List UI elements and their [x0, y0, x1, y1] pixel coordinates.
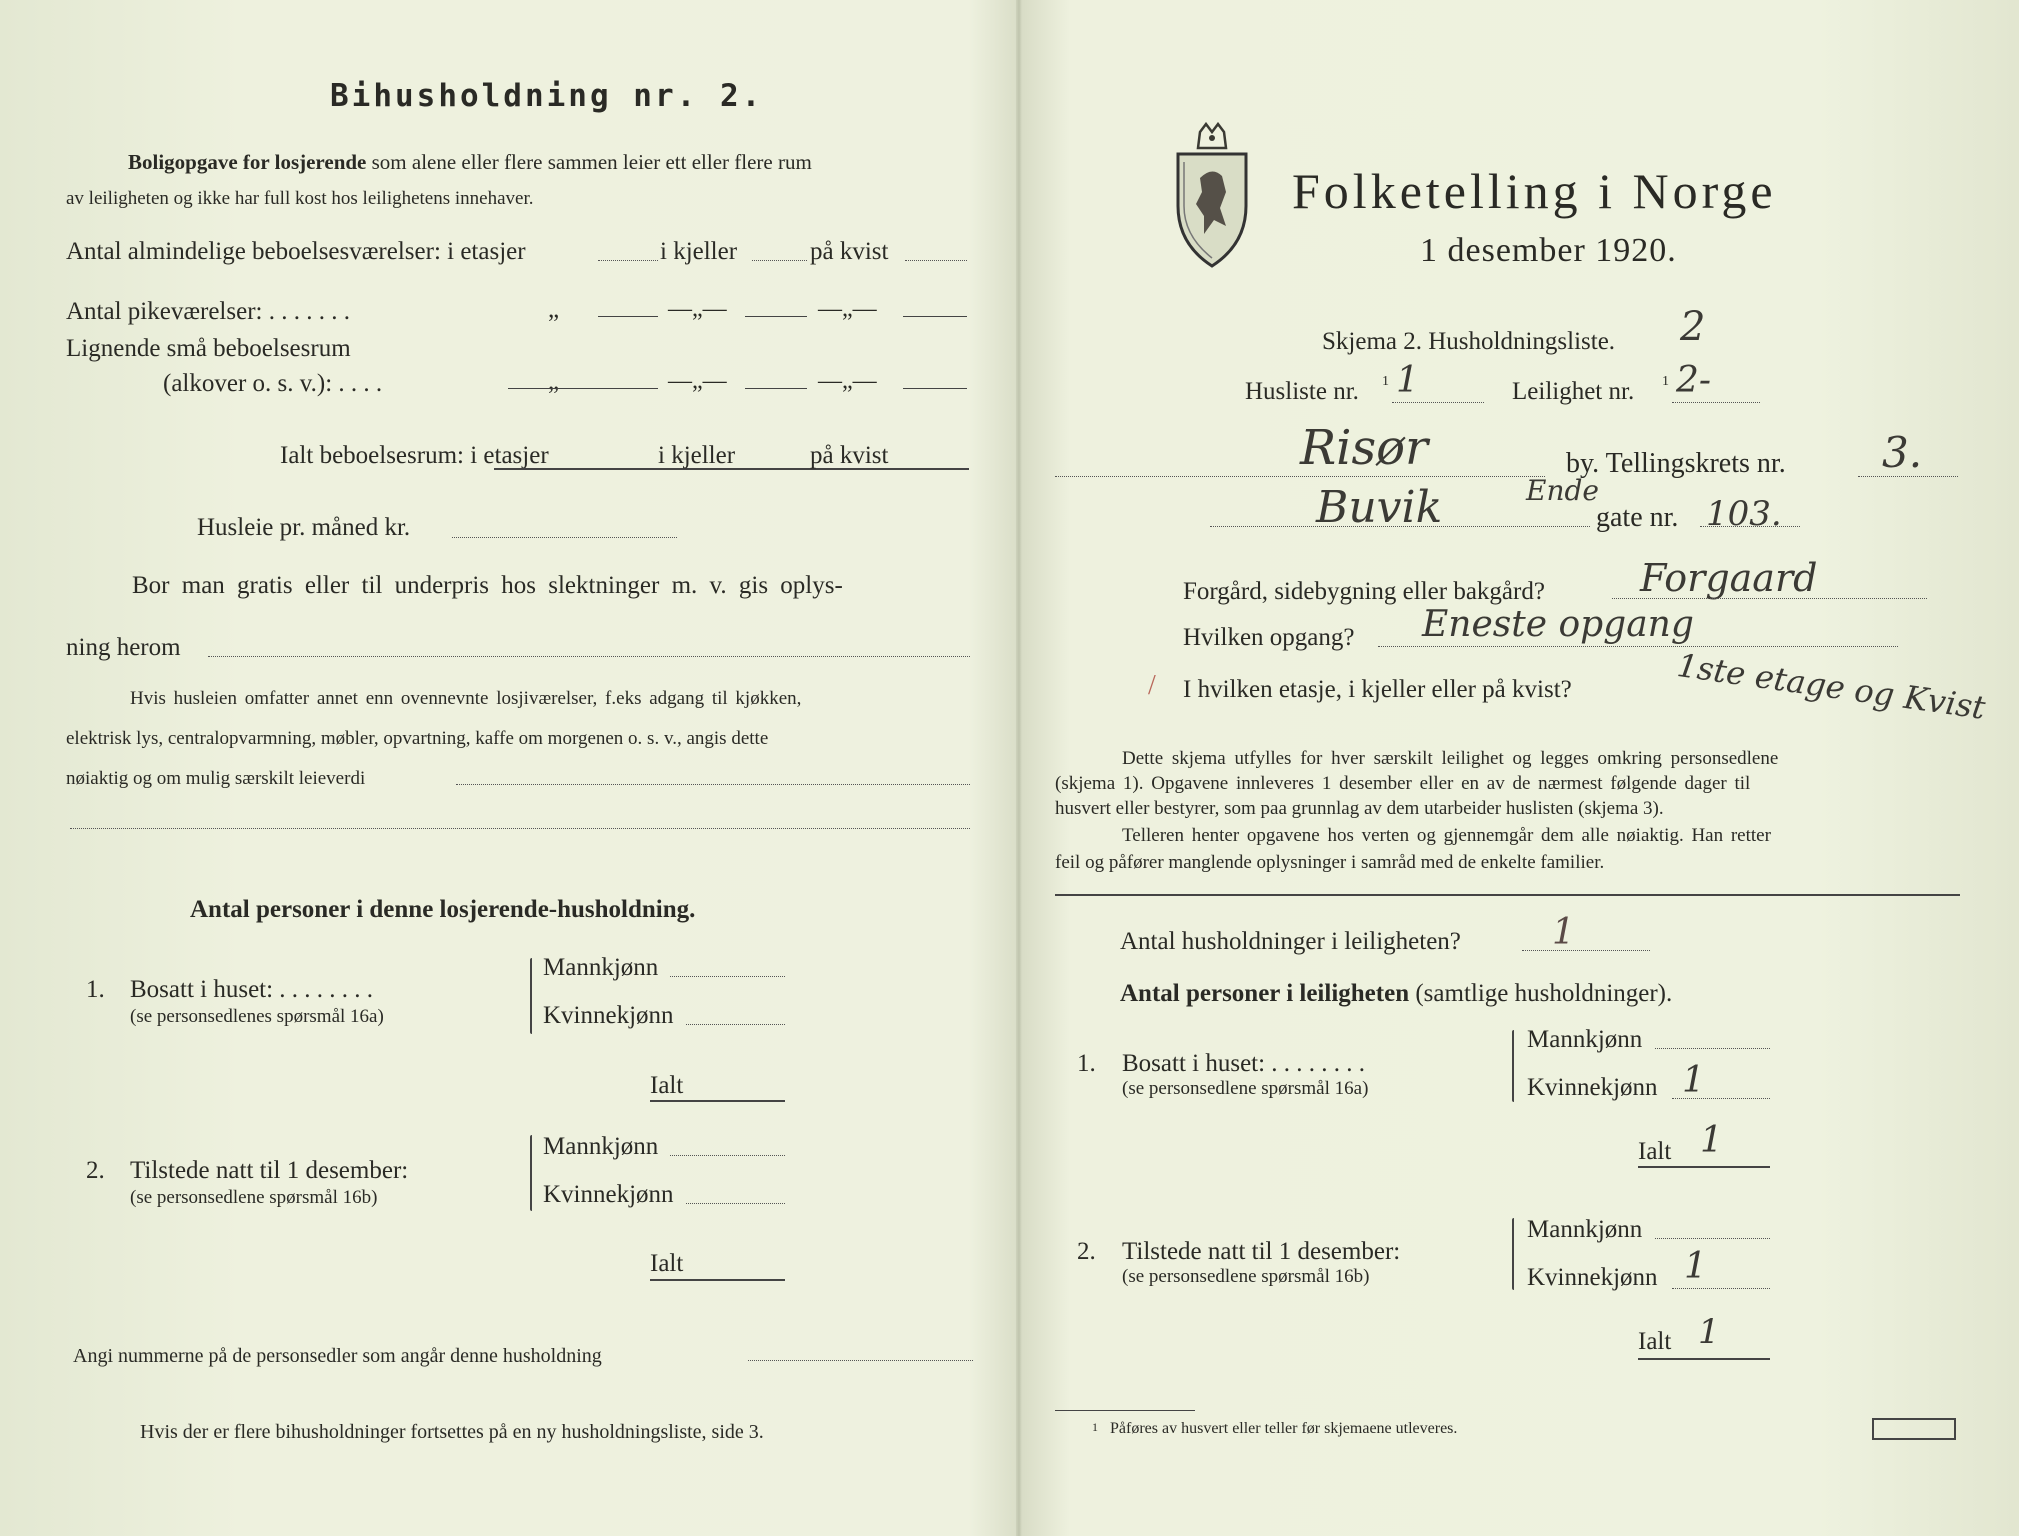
right-bosatt-ialt-field	[1638, 1166, 1770, 1168]
left-bosatt-ialt-field[interactable]	[650, 1100, 785, 1102]
pikevaerelser-label: Antal pikeværelser: . . . . . . .	[66, 298, 350, 325]
right-bosatt-kvinne-value[interactable]: 1	[1682, 1060, 1705, 1101]
husleie-field[interactable]	[452, 537, 677, 538]
lignende-label: Lignende små beboelsesrum	[66, 335, 351, 362]
etasje-check-mark: /	[1148, 670, 1156, 701]
info-line-3: husvert eller bestyrer, som paa grunnlag av dem utarbeider huslisten (skjema 3).	[1055, 798, 1664, 819]
kvist-field[interactable]	[905, 260, 967, 261]
footnote-number: 1	[1092, 1420, 1098, 1434]
footnote-divider	[1055, 1410, 1195, 1411]
printer-stamp-icon	[1872, 1418, 1956, 1440]
ialt-kjeller-label: i kjeller	[658, 442, 736, 469]
hvis-line-1: Hvis husleien omfatter annet enn ovennevnte losjiværelser, f.eks adgang til kjøkken,	[130, 688, 802, 709]
gratis-line-1: Bor man gratis eller til underpris hos slektninger m. v. gis oplys-	[132, 572, 843, 599]
antal-alm-label: Antal almindelige beboelsesværelser: i etasjer	[66, 238, 526, 265]
husliste-footnote-mark: 1	[1382, 374, 1389, 389]
left-bosatt-num: 1.	[86, 976, 105, 1003]
left-tilstede-ialt-label: Ialt	[650, 1250, 684, 1277]
left-tilstede-kvinne-label: Kvinnekjønn	[543, 1181, 674, 1208]
opgang-value[interactable]: Eneste opgang	[1422, 604, 1694, 645]
gate-value-2[interactable]: Ende	[1526, 474, 1599, 507]
gate-number[interactable]: 103.	[1706, 494, 1782, 534]
left-bosatt-brace	[530, 958, 532, 1034]
hvis-line-3: nøiaktig og om mulig særskilt leieverdi	[66, 768, 366, 789]
kjeller-field[interactable]	[752, 260, 807, 261]
left-bosatt-kvinne-field[interactable]	[686, 1024, 785, 1025]
opgang-label: Hvilken opgang?	[1183, 624, 1355, 651]
left-tilstede-sub: (se personsedlene spørsmål 16b)	[130, 1187, 378, 1208]
right-bosatt-ialt-value[interactable]: 1	[1700, 1120, 1723, 1161]
husleie-label: Husleie pr. måned kr.	[197, 514, 411, 541]
antal-pers-heading: Antal personer i leiligheten (samtlige husholdninger).	[1120, 980, 1673, 1007]
left-bosatt-ialt-label: Ialt	[650, 1072, 684, 1099]
husliste-number[interactable]: 1	[1396, 360, 1419, 401]
intro-line-1: Boligopgave for losjerende som alene eller flere sammen leier ett eller flere rum	[128, 150, 812, 174]
alk-ditto-3: —„—	[818, 368, 877, 394]
husholdningsliste-number[interactable]: 2	[1680, 304, 1706, 350]
right-tilstede-ialt-field	[1638, 1358, 1770, 1360]
right-bosatt-brace	[1512, 1030, 1514, 1102]
husliste-label: Husliste nr.	[1245, 378, 1359, 405]
norway-coat-of-arms-icon	[1170, 122, 1254, 270]
etasjer-field[interactable]	[598, 260, 658, 261]
skjema-label: Skjema 2. Husholdningsliste.	[1322, 328, 1616, 355]
info-divider	[1055, 894, 1960, 896]
right-bosatt-kvinne-field	[1672, 1098, 1770, 1099]
left-bosatt-mann-field[interactable]	[670, 976, 785, 977]
pike-ditto-2: —„—	[668, 296, 727, 322]
by-field	[1055, 476, 1545, 477]
ialt-kvist-label: på kvist	[810, 442, 889, 469]
right-tilstede-ialt-label: Ialt	[1638, 1328, 1672, 1355]
right-tilstede-kvinne-field	[1672, 1288, 1770, 1289]
pike-ditto: „	[548, 296, 560, 323]
forgaard-field	[1612, 598, 1927, 599]
by-tellingskrets-label: by. Tellingskrets nr.	[1566, 448, 1786, 479]
right-bosatt-mann-field[interactable]	[1655, 1048, 1770, 1049]
left-tilstede-brace	[530, 1135, 532, 1211]
left-bosatt-mann-label: Mannkjønn	[543, 954, 659, 981]
info-line-1: Dette skjema utfylles for hver særskilt leilighet og legges omkring personsedlene	[1122, 748, 1779, 769]
intro-line-2: av leiligheten og ikke har full kost hos leilighetens innehaver.	[66, 188, 534, 209]
left-tilstede-ialt-field[interactable]	[650, 1279, 785, 1281]
alk-etasjer-field[interactable]	[508, 388, 658, 389]
antal-hush-label: Antal husholdninger i leiligheten?	[1120, 928, 1461, 955]
antal-personer-heading: Antal personer i denne losjerende-husholdning.	[190, 896, 696, 923]
alk-kvist-field[interactable]	[903, 388, 967, 389]
pike-kjeller-field[interactable]	[745, 316, 807, 317]
right-tilstede-mann-label: Mannkjønn	[1527, 1216, 1643, 1243]
right-bosatt-label: Bosatt i huset: . . . . . . . .	[1122, 1050, 1366, 1077]
angi-label: Angi nummerne på de personsedler som angår denne husholdning	[73, 1345, 602, 1367]
right-bosatt-mann-label: Mannkjønn	[1527, 1026, 1643, 1053]
alkover-label: (alkover o. s. v.): . . . .	[163, 370, 383, 397]
right-tilstede-label: Tilstede natt til 1 desember:	[1122, 1238, 1401, 1265]
alk-ditto-2: —„—	[668, 368, 727, 394]
left-tilstede-num: 2.	[86, 1157, 105, 1184]
gate-field	[1210, 526, 1590, 527]
right-tilstede-mann-field[interactable]	[1655, 1238, 1770, 1239]
leieverdi-field-2[interactable]	[70, 828, 970, 829]
right-title: Folketelling i Norge	[1292, 163, 1777, 219]
left-title: Bihusholdning nr. 2.	[330, 78, 764, 114]
leilighet-field	[1672, 402, 1760, 403]
left-tilstede-label: Tilstede natt til 1 desember:	[130, 1157, 409, 1184]
left-bosatt-kvinne-label: Kvinnekjønn	[543, 1002, 674, 1029]
etasje-label: I hvilken etasje, i kjeller eller på kvist?	[1183, 676, 1572, 703]
leilighet-label: Leilighet nr.	[1512, 378, 1635, 405]
gatenr-field	[1700, 526, 1800, 527]
left-tilstede-kvinne-field[interactable]	[686, 1203, 785, 1204]
kvist-label: på kvist	[810, 238, 889, 265]
page-fold	[1016, 0, 1022, 1536]
left-bosatt-sub: (se personsedlenes spørsmål 16a)	[130, 1006, 384, 1027]
opgang-field	[1378, 646, 1898, 647]
leieverdi-field[interactable]	[456, 784, 970, 785]
right-tilstede-kvinne-label: Kvinnekjønn	[1527, 1264, 1658, 1291]
by-value[interactable]: Risør	[1300, 420, 1428, 476]
angi-field[interactable]	[748, 1360, 973, 1361]
info-line-2: (skjema 1). Opgavene innleveres 1 desember eller en av de nærmest følgende dager til	[1055, 773, 1751, 794]
right-tilstede-ialt-value[interactable]: 1	[1698, 1312, 1720, 1352]
alk-kjeller-field[interactable]	[745, 388, 807, 389]
left-tilstede-mann-label: Mannkjønn	[543, 1133, 659, 1160]
right-tilstede-sub: (se personsedlene spørsmål 16b)	[1122, 1266, 1370, 1287]
leilighet-footnote-mark: 1	[1662, 374, 1669, 389]
leilighet-number[interactable]: 2-	[1676, 360, 1712, 401]
etasje-value[interactable]: 1ste etage og Kvist	[1674, 646, 1988, 727]
antal-hush-value[interactable]: 1	[1552, 912, 1575, 953]
tellingskrets-number[interactable]: 3.	[1882, 428, 1923, 477]
gratis-field[interactable]	[208, 656, 970, 657]
pike-ditto-3: —„—	[818, 296, 877, 322]
pike-etasjer-field[interactable]	[598, 316, 658, 317]
right-tilstede-brace	[1512, 1218, 1514, 1290]
right-bosatt-sub: (se personsedlene spørsmål 16a)	[1122, 1078, 1369, 1099]
info-line-4: Telleren henter opgavene hos verten og gjennemgår dem alle nøiaktig. Han retter	[1122, 825, 1771, 846]
right-bosatt-ialt-label: Ialt	[1638, 1138, 1672, 1165]
hvis-line-2: elektrisk lys, centralopvarmning, møbler, opvartning, kaffe om morgenen o. s. v., angis dette	[66, 728, 769, 749]
right-date: 1 desember 1920.	[1420, 232, 1677, 269]
left-bosatt-label: Bosatt i huset: . . . . . . . .	[130, 976, 374, 1003]
pike-kvist-field[interactable]	[903, 316, 967, 317]
right-bosatt-kvinne-label: Kvinnekjønn	[1527, 1074, 1658, 1101]
footnote-text: Påføres av husvert eller teller før skjemaene utleveres.	[1110, 1420, 1458, 1437]
antal-hush-field	[1522, 950, 1650, 951]
ialt-rum-label: Ialt beboelsesrum: i etasjer	[280, 442, 549, 469]
forgaard-value[interactable]: Forgaard	[1640, 556, 1818, 600]
flere-note: Hvis der er flere bihusholdninger fortsettes på en ny husholdningsliste, side 3.	[140, 1421, 764, 1443]
gate-value[interactable]: Buvik	[1316, 482, 1443, 533]
gate-label: gate nr.	[1596, 502, 1679, 533]
info-line-5: feil og påfører manglende oplysninger i samråd med de enkelte familier.	[1055, 852, 1605, 873]
kjeller-label: i kjeller	[660, 238, 738, 265]
forgaard-label: Forgård, sidebygning eller bakgård?	[1183, 578, 1545, 605]
left-tilstede-mann-field[interactable]	[670, 1155, 785, 1156]
right-tilstede-num: 2.	[1077, 1238, 1096, 1265]
right-tilstede-kvinne-value[interactable]: 1	[1684, 1246, 1707, 1287]
tellingskrets-field	[1858, 476, 1958, 477]
husliste-field	[1392, 402, 1484, 403]
right-bosatt-num: 1.	[1077, 1050, 1096, 1077]
alk-ditto: „	[548, 368, 560, 395]
gratis-line-2: ning herom	[66, 634, 181, 661]
